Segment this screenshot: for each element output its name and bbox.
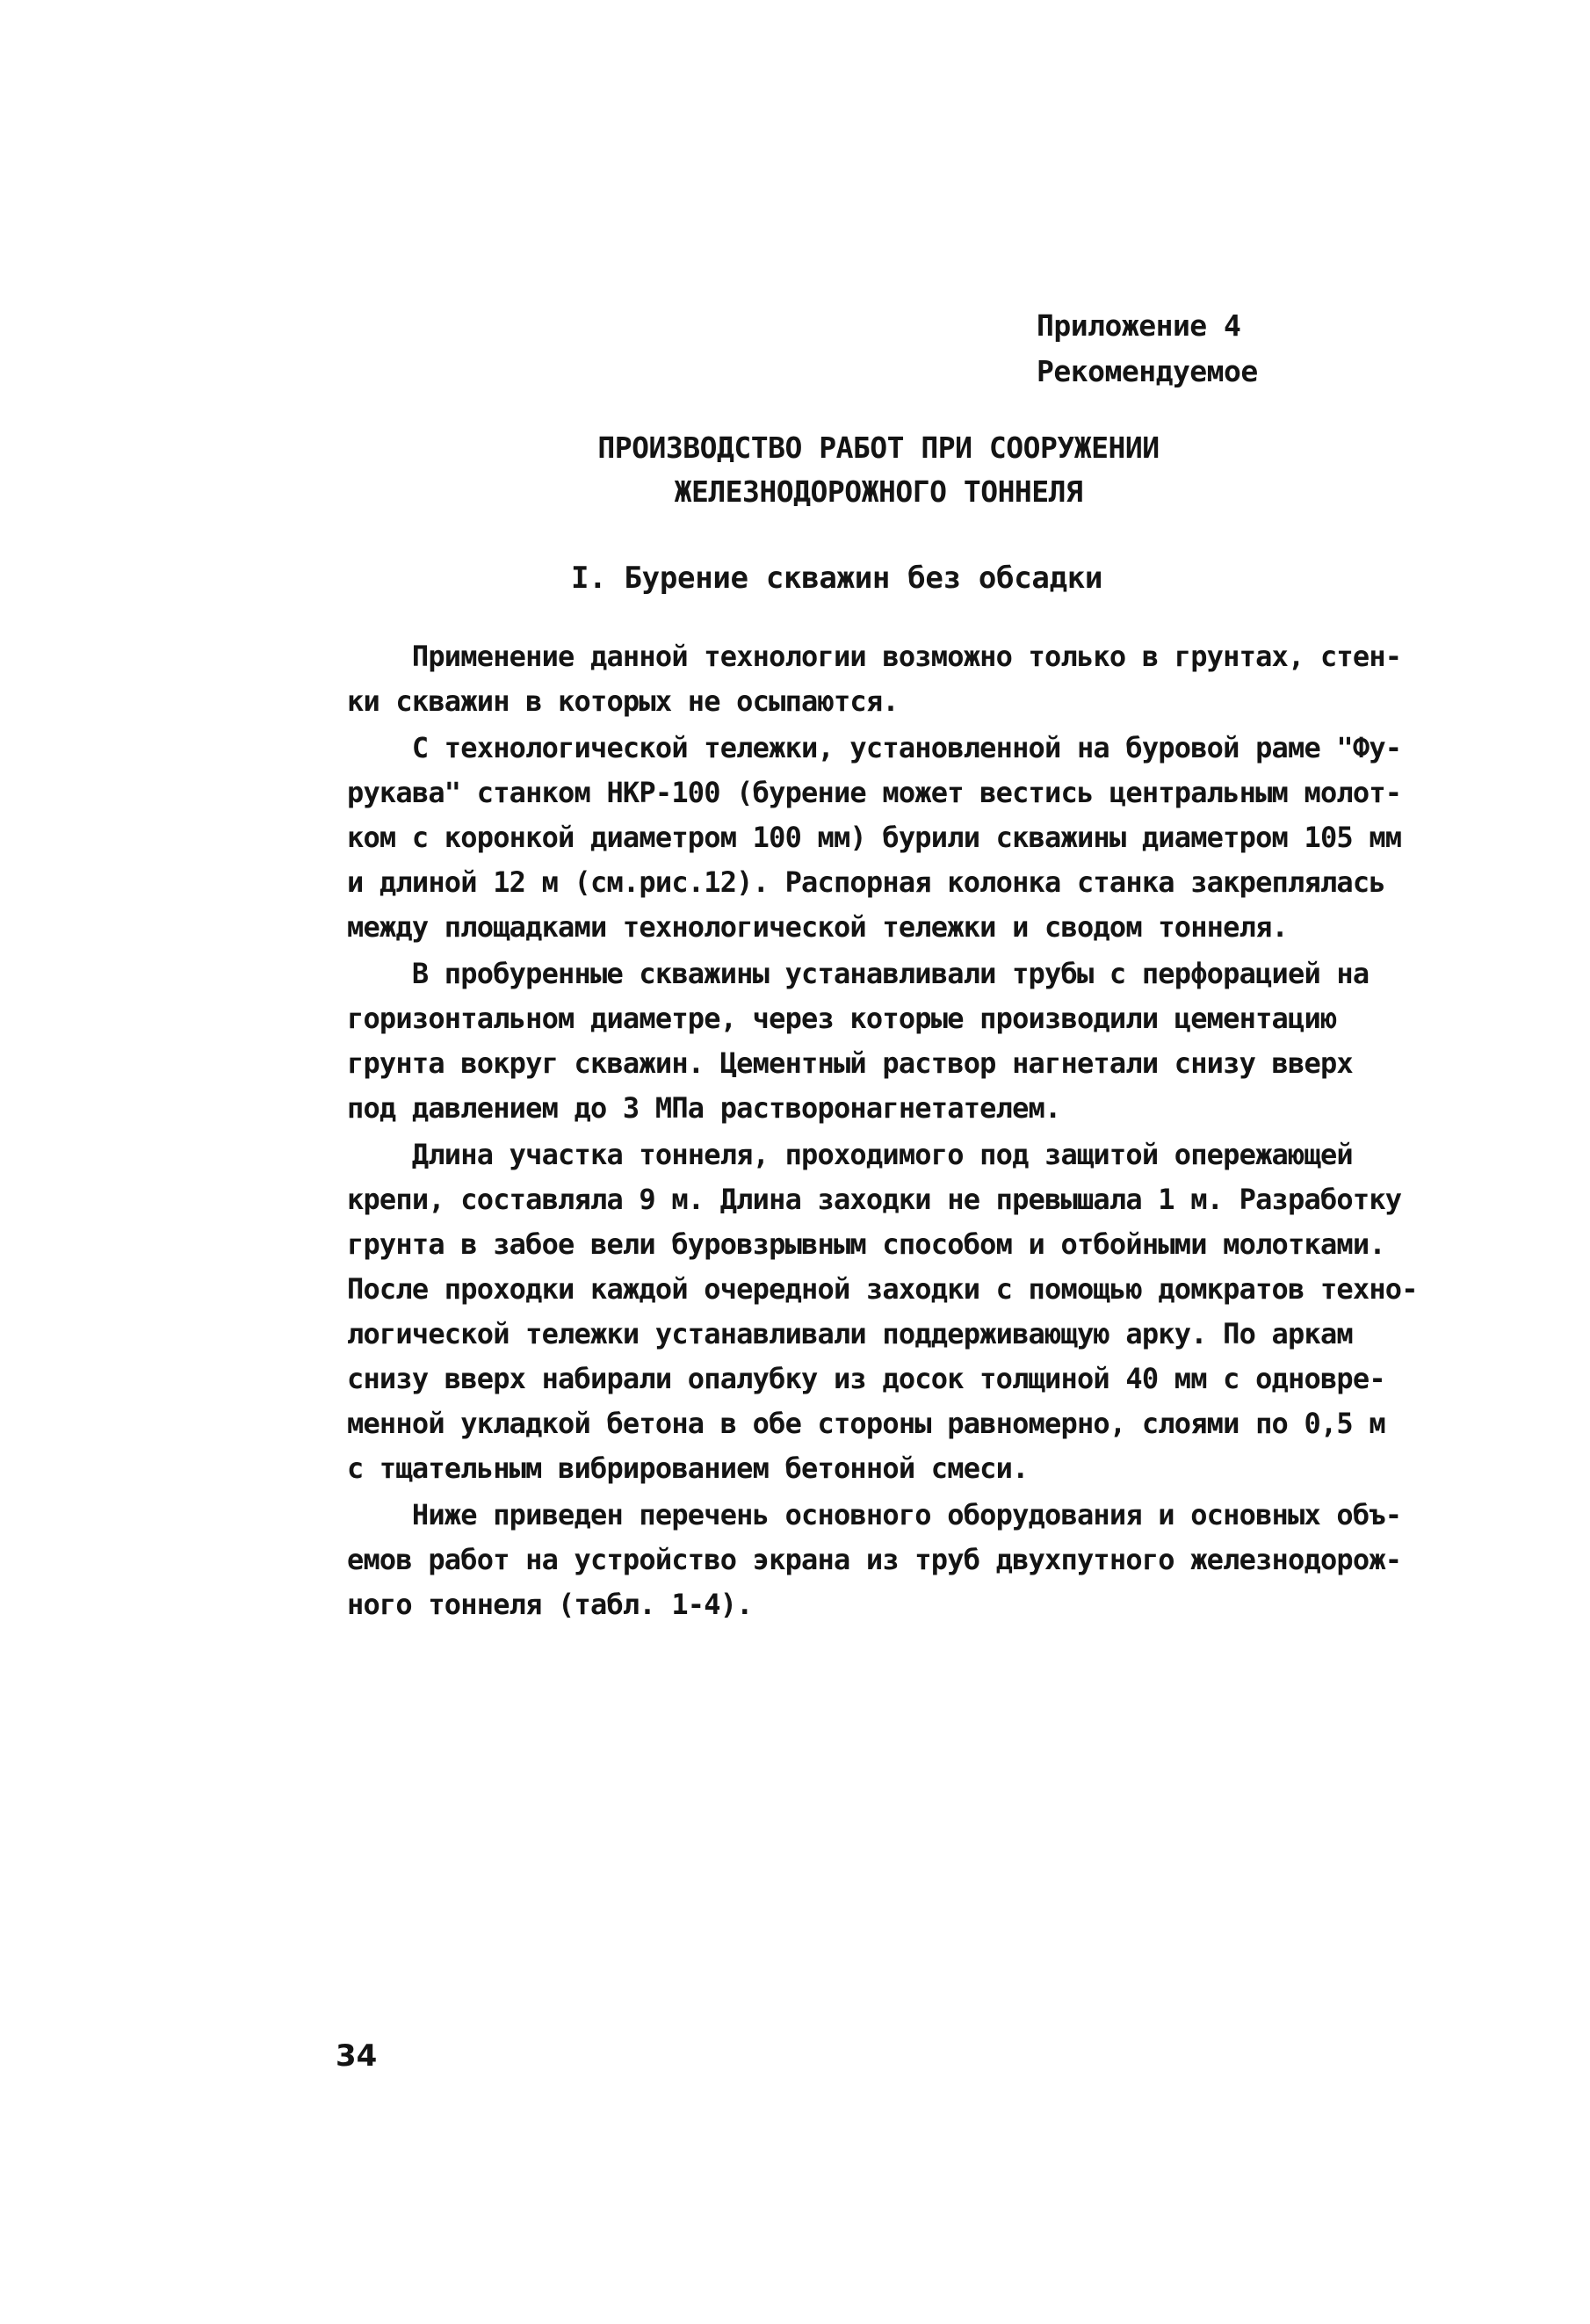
appendix-number: Приложение 4 <box>1037 308 1241 343</box>
text-line: В пробуренные скважины устанавливали трубы с перфорацией на <box>347 957 1370 990</box>
title-line-1: ПРОИЗВОДСТВО РАБОТ ПРИ СООРУЖЕНИИ <box>597 431 1160 465</box>
page-number: 34 <box>336 2038 378 2074</box>
paragraph-3 <box>347 952 1414 1131</box>
text-line: менной укладкой бетона в обе стороны равномерно, слоями по 0,5 м <box>347 1407 1385 1440</box>
document-title <box>562 426 1195 514</box>
text-line: логической тележки устанавливали поддерживающую арку. По аркам <box>347 1317 1353 1350</box>
text-line: ком с коронкой диаметром 100 мм) бурили скважины диаметром 105 мм <box>347 821 1402 854</box>
text-line: снизу вверх набирали опалубку из досок толщиной 40 мм с одновре- <box>347 1362 1385 1395</box>
text-line: С технологической тележки, установленной на буровой раме "Фу- <box>347 731 1402 764</box>
title-line-2: ЖЕЛЕЗНОДОРОЖНОГО ТОННЕЛЯ <box>674 474 1083 509</box>
text-line: грунта вокруг скважин. Цементный раствор нагнетали снизу вверх <box>347 1046 1353 1080</box>
text-line: грунта в забое вели буровзрывным способом и отбойными молотками. <box>347 1227 1385 1261</box>
paragraph-4 <box>347 1133 1418 1491</box>
text-line: между площадками технологической тележки и сводом тоннеля. <box>347 910 1289 944</box>
text-line: с тщательным вибрированием бетонной смеси. <box>347 1452 1029 1485</box>
paragraph-5 <box>347 1493 1414 1627</box>
text-line: Применение данной технологии возможно только в грунтах, стен- <box>347 640 1402 673</box>
paragraph-1 <box>347 634 1414 724</box>
text-line: горизонтальном диаметре, через которые производили цементацию <box>347 1002 1337 1035</box>
text-line: емов работ на устройство экрана из труб двухпутного железнодорож- <box>347 1543 1402 1576</box>
text-line: ки скважин в которых не осыпаются. <box>347 684 899 718</box>
paragraph-2 <box>347 726 1414 950</box>
section-heading: I. Бурение скважин без обсадки <box>571 561 1103 596</box>
text-line: и длиной 12 м (см.рис.12). Распорная колонка станка закреплялась <box>347 865 1385 899</box>
text-line: После проходки каждой очередной заходки с помощью домкратов техно- <box>347 1272 1418 1306</box>
text-line: Длина участка тоннеля, проходимого под защитой опережающей <box>347 1138 1353 1171</box>
text-line: крепи, составляла 9 м. Длина заходки не превышала 1 м. Разработку <box>347 1183 1402 1216</box>
text-line: под давлением до 3 МПа растворонагнетателем. <box>347 1091 1061 1125</box>
appendix-label <box>1037 303 1258 395</box>
appendix-status: Рекомендуемое <box>1037 354 1258 388</box>
text-line: Ниже приведен перечень основного оборудования и основных объ- <box>347 1498 1402 1531</box>
text-line: рукава" станком НКР-100 (бурение может вестись центральным молот- <box>347 776 1402 809</box>
body-text <box>347 634 1418 1629</box>
text-line: ного тоннеля (табл. 1-4). <box>347 1588 753 1621</box>
